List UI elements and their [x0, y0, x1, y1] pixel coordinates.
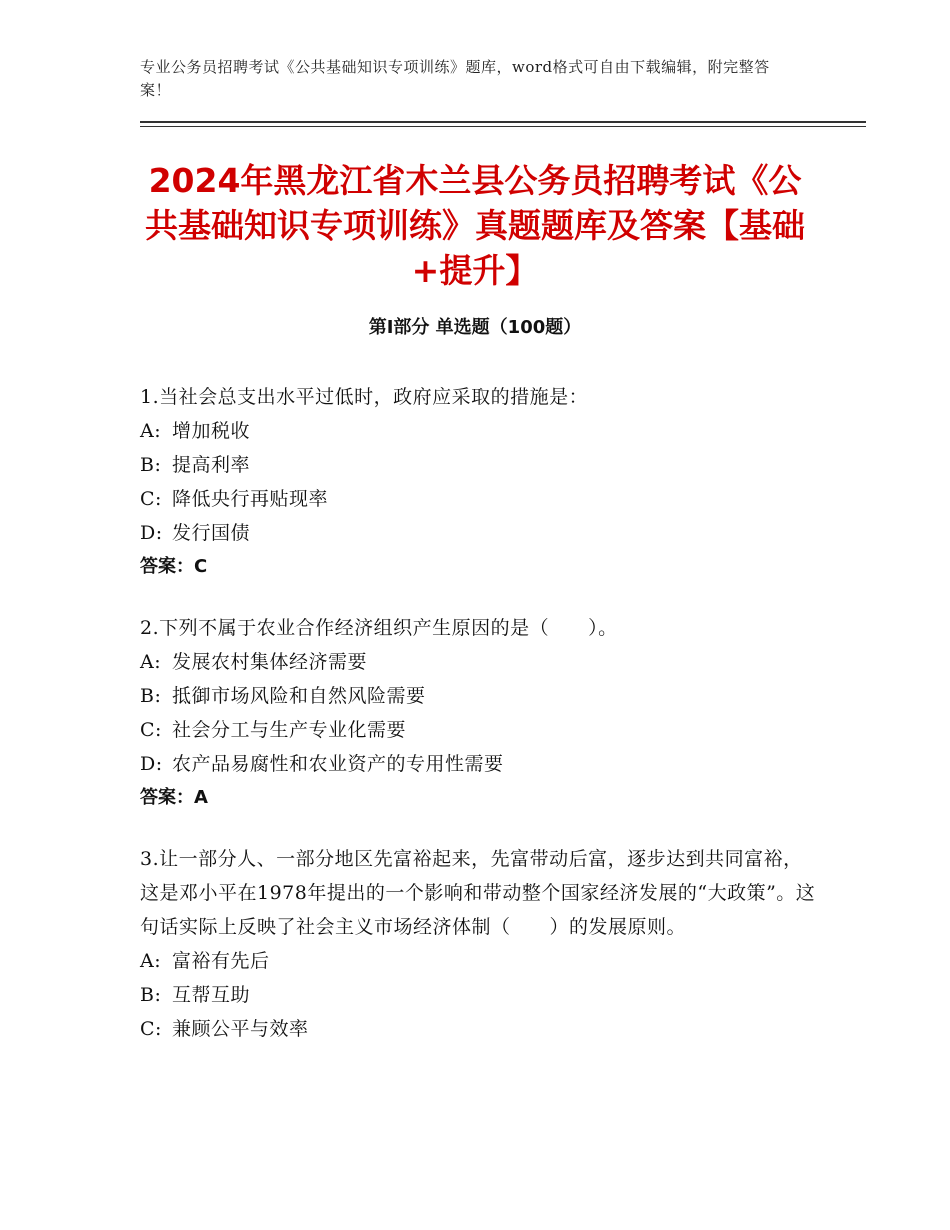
- question-list: [140, 380, 820, 1073]
- answer-option: [140, 978, 820, 1012]
- answer-option: [140, 679, 820, 713]
- option-key: D:: [140, 753, 163, 775]
- option-key: B:: [140, 984, 162, 1006]
- option-text: 发展农村集体经济需要: [172, 651, 368, 673]
- option-text: 发行国债: [172, 522, 251, 544]
- option-key: B:: [140, 685, 162, 707]
- option-key: D:: [140, 522, 163, 544]
- option-text: 抵御市场风险和自然风险需要: [172, 685, 426, 707]
- question-item: [140, 380, 820, 584]
- option-text: 增加税收: [172, 420, 251, 442]
- document-title: 2024年黑龙江省木兰县公务员招聘考试《公共基础知识专项训练》真题题库及答案【基础+提升】: [145, 161, 805, 290]
- option-key: A:: [140, 420, 162, 442]
- option-text: 互帮互助: [172, 984, 251, 1006]
- option-key: B:: [140, 454, 162, 476]
- answer-option: [140, 645, 820, 679]
- option-key: C:: [140, 719, 162, 741]
- option-text: 农产品易腐性和农业资产的专用性需要: [172, 753, 504, 775]
- option-key: A:: [140, 651, 162, 673]
- question-stem: 1.当社会总支出水平过低时，政府应采取的措施是：: [140, 386, 589, 408]
- question-item: [140, 842, 820, 1046]
- option-text: 社会分工与生产专业化需要: [172, 719, 407, 741]
- option-text: 降低央行再贴现率: [172, 488, 329, 510]
- option-key: C:: [140, 1018, 162, 1040]
- option-text: 富裕有先后: [172, 950, 270, 972]
- header-divider: [140, 121, 866, 123]
- option-key: C:: [140, 488, 162, 510]
- answer-key: 答案：A: [140, 787, 208, 808]
- answer-key: 答案：C: [140, 556, 208, 577]
- answer-option: [140, 482, 820, 516]
- option-key: A:: [140, 950, 162, 972]
- question-stem: 3.让一部分人、一部分地区先富裕起来，先富带动后富，逐步达到共同富裕，这是邓小平在1978年提出的一个影响和带动整个国家经济发展的“大政策”。这句话实际上反映了社会主义市场经济体制（ ）的发展原则。: [140, 848, 816, 938]
- answer-option: [140, 944, 820, 978]
- answer-option: [140, 516, 820, 550]
- header-divider-thin: [140, 126, 866, 127]
- answer-option: [140, 1012, 820, 1046]
- option-text: 兼顾公平与效率: [172, 1018, 309, 1040]
- section-title: 第Ⅰ部分 单选题（100题）: [368, 317, 582, 338]
- question-item: [140, 611, 820, 815]
- option-text: 提高利率: [172, 454, 251, 476]
- question-stem: 2.下列不属于农业合作经济组织产生原因的是（ ）。: [140, 617, 618, 639]
- answer-option: [140, 713, 820, 747]
- answer-option: [140, 414, 820, 448]
- answer-option: [140, 448, 820, 482]
- answer-option: [140, 747, 820, 781]
- header-note: 专业公务员招聘考试《公共基础知识专项训练》题库，word格式可自由下载编辑，附完整答案！: [140, 58, 770, 99]
